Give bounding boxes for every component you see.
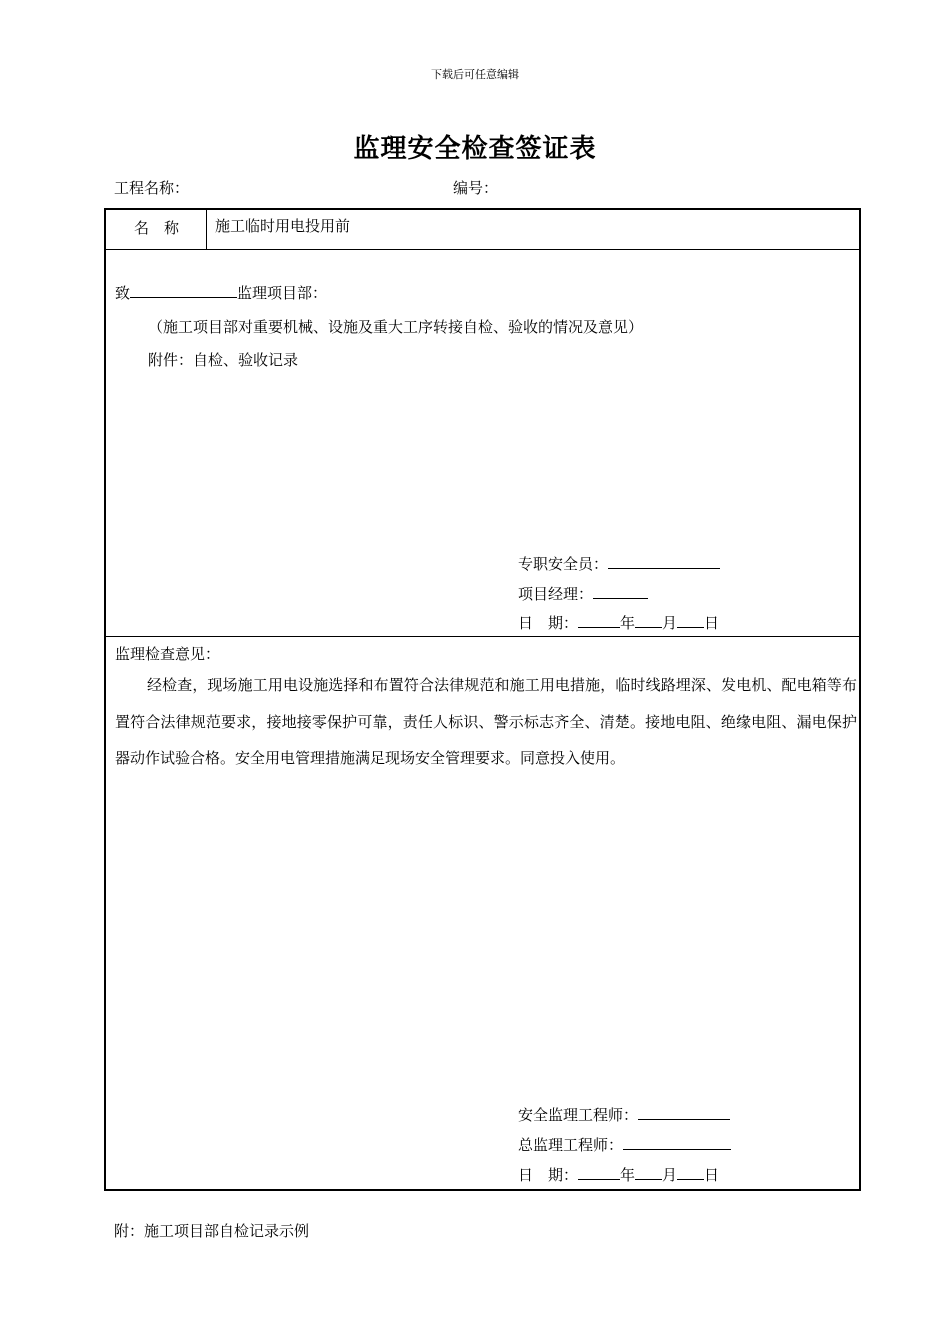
day-blank-2 [677, 1164, 704, 1180]
month-blank-2 [635, 1164, 662, 1180]
header-note: 下载后可任意编辑 [431, 68, 519, 81]
year-blank-2 [578, 1164, 620, 1180]
number-label: 编号： [453, 179, 499, 197]
safety-engineer-label: 安全监理工程师： [518, 1106, 639, 1124]
name-value: 施工临时用电投用前 [215, 217, 351, 235]
footer-note: 附：施工项目部自检记录示例 [114, 1222, 310, 1240]
inspection-form [104, 208, 861, 1191]
chief-engineer-line [518, 1134, 731, 1155]
day-blank-1 [677, 612, 704, 628]
day-label-1: 日 [704, 614, 720, 632]
date-label-2: 日 期： [518, 1166, 579, 1184]
safety-officer-label: 专职安全员： [518, 555, 609, 573]
safety-engineer-blank [638, 1104, 730, 1120]
safety-officer-line [518, 553, 720, 574]
date-label-1: 日 期： [518, 614, 579, 632]
row-divider-1 [106, 249, 859, 250]
opinion-text: 经检查，现场施工用电设施选择和布置符合法律规范和施工用电措施，临时线路埋深、发电机、配电箱等布置符合法律规范要求，接地接零保护可靠，责任人标识、警示标志齐全、清楚。接地电阻、绝缘电阻、漏电保护器动作试验合格。安全用电管理措施满足现场安全管理要求。同意投入使用。 [115, 676, 857, 767]
date-line-1 [518, 612, 719, 633]
row-divider-2 [106, 636, 859, 637]
day-label-2: 日 [704, 1166, 720, 1184]
name-label: 名 称 [134, 219, 180, 237]
to-prefix: 致 [115, 284, 131, 302]
project-manager-label: 项目经理： [518, 585, 594, 603]
form-title: 监理安全检查签证表 [353, 134, 597, 164]
chief-engineer-blank [623, 1134, 731, 1150]
name-divider [206, 210, 207, 249]
project-manager-line [518, 583, 648, 604]
addressee-line [115, 282, 327, 303]
attachment-text: 附件：自检、验收记录 [148, 351, 299, 369]
chief-engineer-label: 总监理工程师： [518, 1136, 624, 1154]
to-suffix: 监理项目部： [237, 284, 328, 302]
project-name-label: 工程名称： [114, 179, 190, 197]
month-label-1: 月 [662, 614, 678, 632]
date-line-2 [518, 1164, 719, 1185]
year-label-1: 年 [620, 614, 636, 632]
year-blank-1 [578, 612, 620, 628]
month-blank-1 [635, 612, 662, 628]
safety-officer-blank [608, 553, 720, 569]
year-label-2: 年 [620, 1166, 636, 1184]
instruction-text: （施工项目部对重要机械、设施及重大工序转接自检、验收的情况及意见） [148, 318, 644, 336]
addressee-blank [130, 282, 237, 298]
month-label-2: 月 [662, 1166, 678, 1184]
safety-engineer-line [518, 1104, 730, 1125]
project-manager-blank [593, 583, 648, 599]
opinion-label: 监理检查意见： [115, 645, 221, 663]
